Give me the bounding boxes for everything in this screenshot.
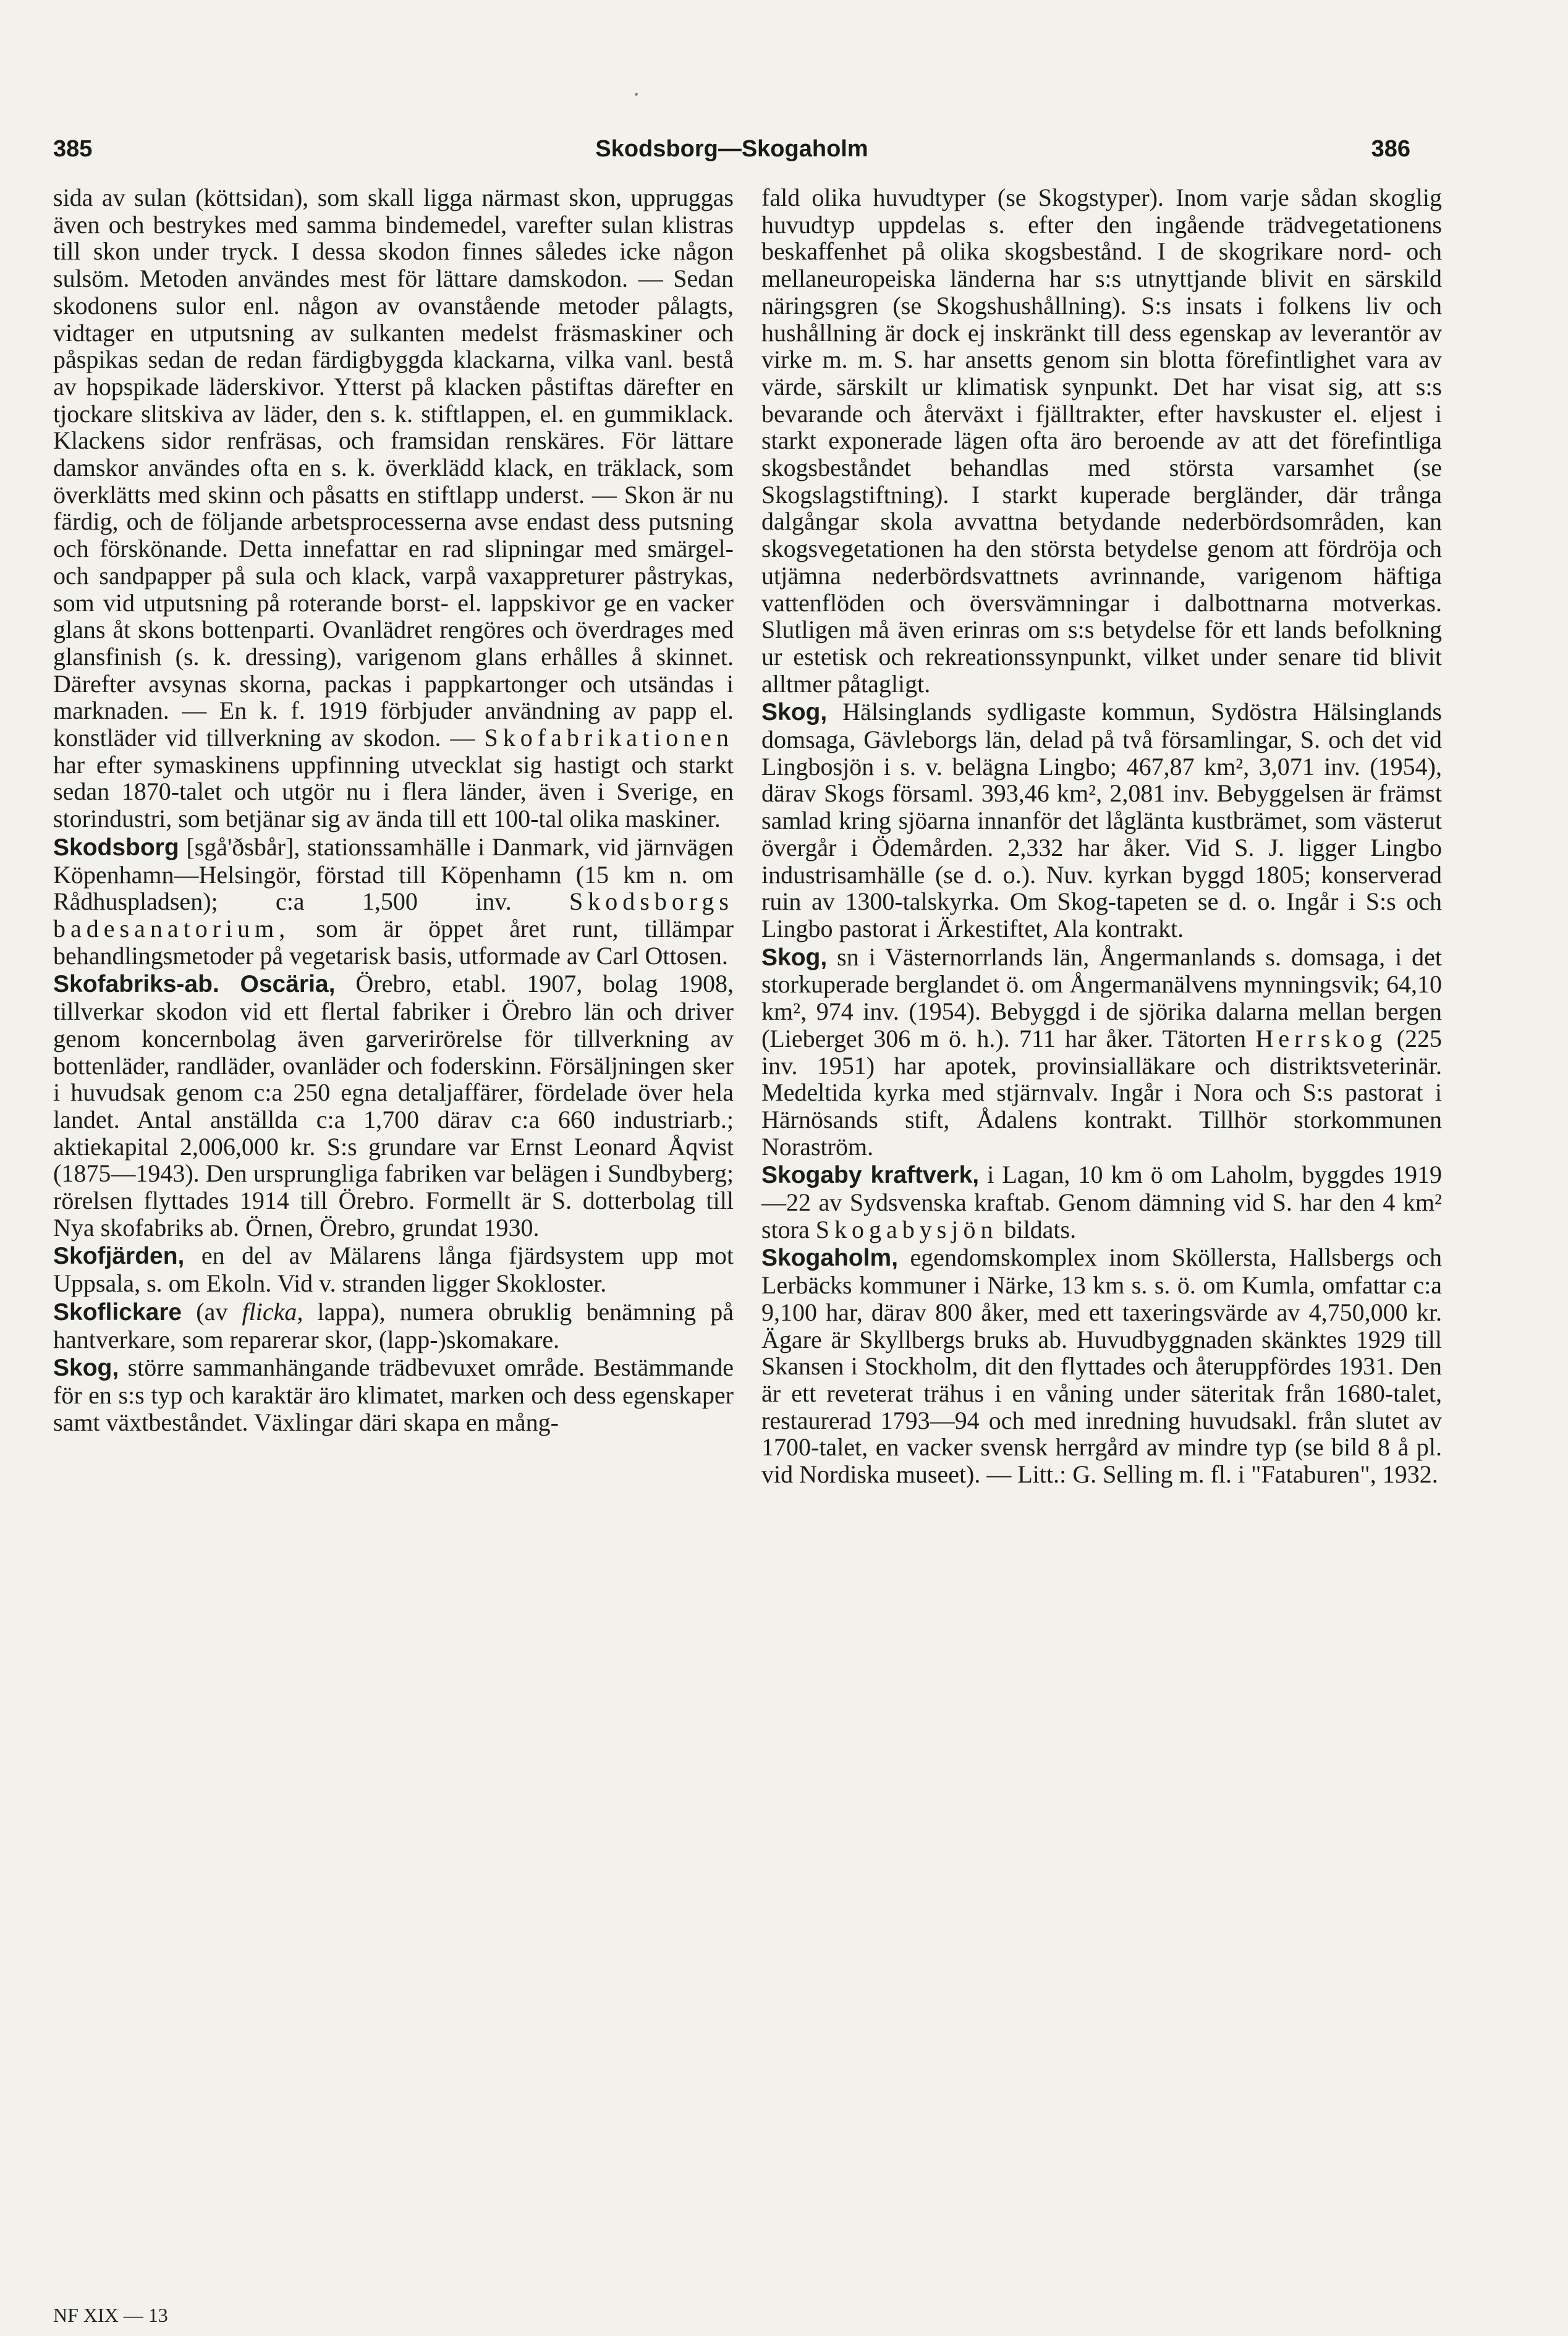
entry-oscaria: Skofabriks-ab. Oscäria, Örebro, etabl. 1907, bolag 1908, tillverkar skodon vid ett flertal fabriker i Örebro län och driver genom koncernbolag även garverirörelse för tillverkning av bottenläder, randläder, ovanläder och foderskinn. Försäljningen sker i huvudsak genom c:a 250 egna detaljaffärer, fördelade över hela landet. Antal anställda c:a 1,700 därav c:a 660 industriarb.; aktiekapital 2,006,000 kr. S:s grundare var Ernst Leonard Åqvist (1875—1943). Den ursprungliga fabriken var belägen i Sundbyberg; rörelsen flyttades 1914 till Örebro. Formellt är S. dotterbolag till Nya skofabriks ab. Örnen, Örebro, grundat 1930. — [53, 970, 734, 1242]
entry-skoflickare: Skoflickare (av flicka, lappa), numera obruklig benämning på hantverkare, som reparerar skor, (lapp-)skomakare. — [53, 1297, 734, 1353]
headword: Skog, — [761, 699, 828, 726]
entry-skog-vasternorrland: Skog, sn i Västernorrlands län, Ångermanlands s. domsaga, i det storkuperade berglandet ö. om Ångermanälvens mynningsvik; 64,10 km², 974 inv. (1954). Bebyggd i de sjörika dalarna mellan bergen (Lieberget 306 m ö. h.). 711 har åker. Tätorten Herrskog (225 inv. 1951) har apotek, provinsialläkare och distriktsveterinär. Medeltida kyrka med stjärnvalv. Ingår i Nora och S:s pastorat i Härnösands stift, Ådalens kontrakt. Tillhör storkommunen Noraström. — [761, 942, 1443, 1161]
print-speck — [635, 93, 638, 96]
continued-paragraph: sida av sulan (köttsidan), som skall ligga närmast skon, uppruggas även och bestrykes med samma bindemedel, varefter sulan klistras till skon under tryck. I dessa skodon finnes således icke någon sulsöm. Metoden användes mest för lättare damskodon. — Sedan skodonens sulor enl. någon av ovanstående metoder pålagts, vidtager en utputsning av sulkanten medelst fräsmaskiner och påspikas sedan de redan färdigbyggda klackarna, vilka vanl. bestå av hopspikade läderskivor. Ytterst på klacken påstiftas därefter en tjockare slitskiva av läder, den s. k. stiftlappen, el. en gummiklack. Klackens sidor renfräsas, och framsidan renskäres. För lättare damskor användes ofta en s. k. överklädd klack, en träklack, som överklätts med skinn och påsatts en stiftlapp underst. — Skon är nu färdig, och de följande arbetsprocesserna avse endast dess putsning och förskönande. Detta innefattar en rad slipningar med smärgel- och sandpapper på sula och klack, varpå vaxappreturer påstrykas, som vid utputsning på roterande borst- el. lappskivor ge en vacker glans åt skons bottenparti. Ovanlädret rengöres och överdrages med glansfinish (s. k. dressing), varigenom glans erhålles å skinnet. Därefter avsynas skorna, packas i pappkartonger och utsändas i marknaden. — En k. f. 1919 förbjuder användning av papp el. konstläder vid tillverkning av skodon. — Skofabrikationen har efter symaskinens uppfinning utvecklat sig hastigt och starkt sedan 1870-talet och utgör nu i flera länder, även i Sverige, en storindustri, som betjänar sig av ända till ett 100-tal olika maskiner. — [53, 184, 734, 833]
running-title: Skodsborg—Skogaholm — [595, 136, 868, 162]
spaced-term: Herrskog — [1255, 1024, 1388, 1052]
entry-skog-halsingland: Skog, Hälsinglands sydligaste kommun, Sydöstra Hälsinglands domsaga, Gävleborgs län, delad på två församlingar, S. och det vid Lingbosjön i s. v. belägna Lingbo; 467,87 km², 3,071 inv. (1954), därav Skogs församl. 393,46 km², 2,081 inv. Bebyggelsen är främst samlad kring sjöarna innanför det låglänta kustbrämet, som västerut övergår i Ödemården. 2,332 har åker. Vid S. J. ligger Lingbo industrisamhälle (se d. o.). Nuv. kyrkan byggd 1805; konserverad ruin av 1300-talskyrka. Om Skog-tapeten se d. o. Ingår i S:s och Lingbo pastorat i Ärkestiftet, Ala kontrakt. — [761, 698, 1443, 942]
spaced-term: Skogabysjön — [815, 1215, 998, 1243]
headword: Skofjärden, — [53, 1243, 185, 1270]
continued-paragraph: fald olika huvudtyper (se Skogstyper). Inom varje sådan skoglig huvudtyp uppdelas s. efter den ingående trädvegetationens beskaffenhet på olika skogsbestånd. I de skogrikare nord- och mellaneuropeiska länderna har s:s utnyttjande blivit en särskild näringsgren (se Skogshushållning). S:s insats i folkens liv och hushållning är dock ej inskränkt till dess egenskap av leverantör av virke m. m. S. har ansetts genom sin blotta förefintlighet vara av värde, särskilt ur klimatisk synpunkt. Det har visat sig, att s:s bevarande och återväxt i fjälltrakter, efter havskuster el. eljest i starkt exponerade lägen ofta äro beroende av att det förefintliga skogsbeståndet behandlas med största varsamhet (se Skogslagstiftning). I starkt kuperade bergländer, där trånga dalgångar skola avvattna betydande nederbördsområden, kan skogsvegetationen ha den största betydelse genom att fördröja och utjämna nederbördsvattnets avrinnande, varigenom häftiga vattenflöden och översvämningar i dalbottnarna motverkas. Slutligen må även erinras om s:s betydelse för ett lands befolkning ur estetisk och rekreationssynpunkt, vilket under senare tid blivit alltmer påtagligt. — [761, 184, 1442, 698]
entry-skogaby-kraftverk: Skogaby kraftverk, i Lagan, 10 km ö om Laholm, byggdes 1919—22 av Sydsvenska kraftab. Genom dämning vid S. har den 4 km² stora Skogabysjön bildats. — [761, 1161, 1443, 1243]
spaced-term: Skodsborgs badesanatorium, — [53, 887, 734, 942]
page-number-left: 385 — [53, 136, 93, 162]
spaced-term: Skofabrikationen — [484, 724, 734, 752]
headword: Skog, — [53, 1355, 119, 1382]
headword: Skofabriks-ab. Oscäria, — [53, 971, 336, 998]
entry-skofjarden: Skofjärden, en del av Mälarens långa fjärdsystem upp mot Uppsala, s. om Ekoln. Vid v. stranden ligger Skokloster. — [53, 1242, 734, 1298]
entry-skogaholm: Skogaholm, egendomskomplex inom Sköllersta, Hallsbergs och Lerbäcks kommuner i Närke, 13 km s. s. ö. om Kumla, omfattar c:a 9,100 har, därav 800 åker, med ett taxeringsvärde av 4,750,000 kr. Ägare är Skyllbergs bruks ab. Huvudbyggnaden skänktes 1929 till Skansen i Stockholm, dit den flyttades och återuppfördes 1931. Den är ett reveterat trähus i en våning under säteritak från 1680-talet, restaurerad 1793—94 och med inredning huvudsakl. från slutet av 1700-talet, en vacker svensk herrgård av mindre typ (se bild 8 å pl. vid Nordiska museet). — Litt.: G. Selling m. fl. i "Fataburen", 1932. — [761, 1243, 1443, 1489]
entry-skodsborg: Skodsborg [sgå'ðsbår], stationssamhälle i Danmark, vid järnvägen Köpenhamn—Helsingör, förstad till Köpenhamn (15 km n. om Rådhuspladsen); c:a 1,500 inv. Skodsborgs badesanatorium, som är öppet året runt, tillämpar behandlingsmetoder på vegetarisk basis, utformade av Carl Ottosen. — [53, 832, 734, 970]
headword: Skodsborg — [53, 834, 179, 861]
right-column — [761, 184, 1442, 1488]
headword: Skog, — [761, 944, 828, 971]
headword: Skogaholm, — [761, 1245, 899, 1272]
printer-signature: NF XIX — 13 — [53, 2304, 168, 2326]
page-header — [53, 130, 1410, 173]
page-number-right: 386 — [1371, 136, 1410, 162]
entry-skog: Skog, större sammanhängande trädbevuxet område. Bestämmande för en s:s typ och karaktär äro klimatet, marken och dess egenskaper samt växtbeståndet. Växlingar däri skapa en mång- — [53, 1353, 734, 1436]
headword: Skogaby kraftverk, — [761, 1162, 980, 1189]
headword: Skoflickare — [53, 1298, 182, 1326]
left-column — [53, 184, 734, 1436]
